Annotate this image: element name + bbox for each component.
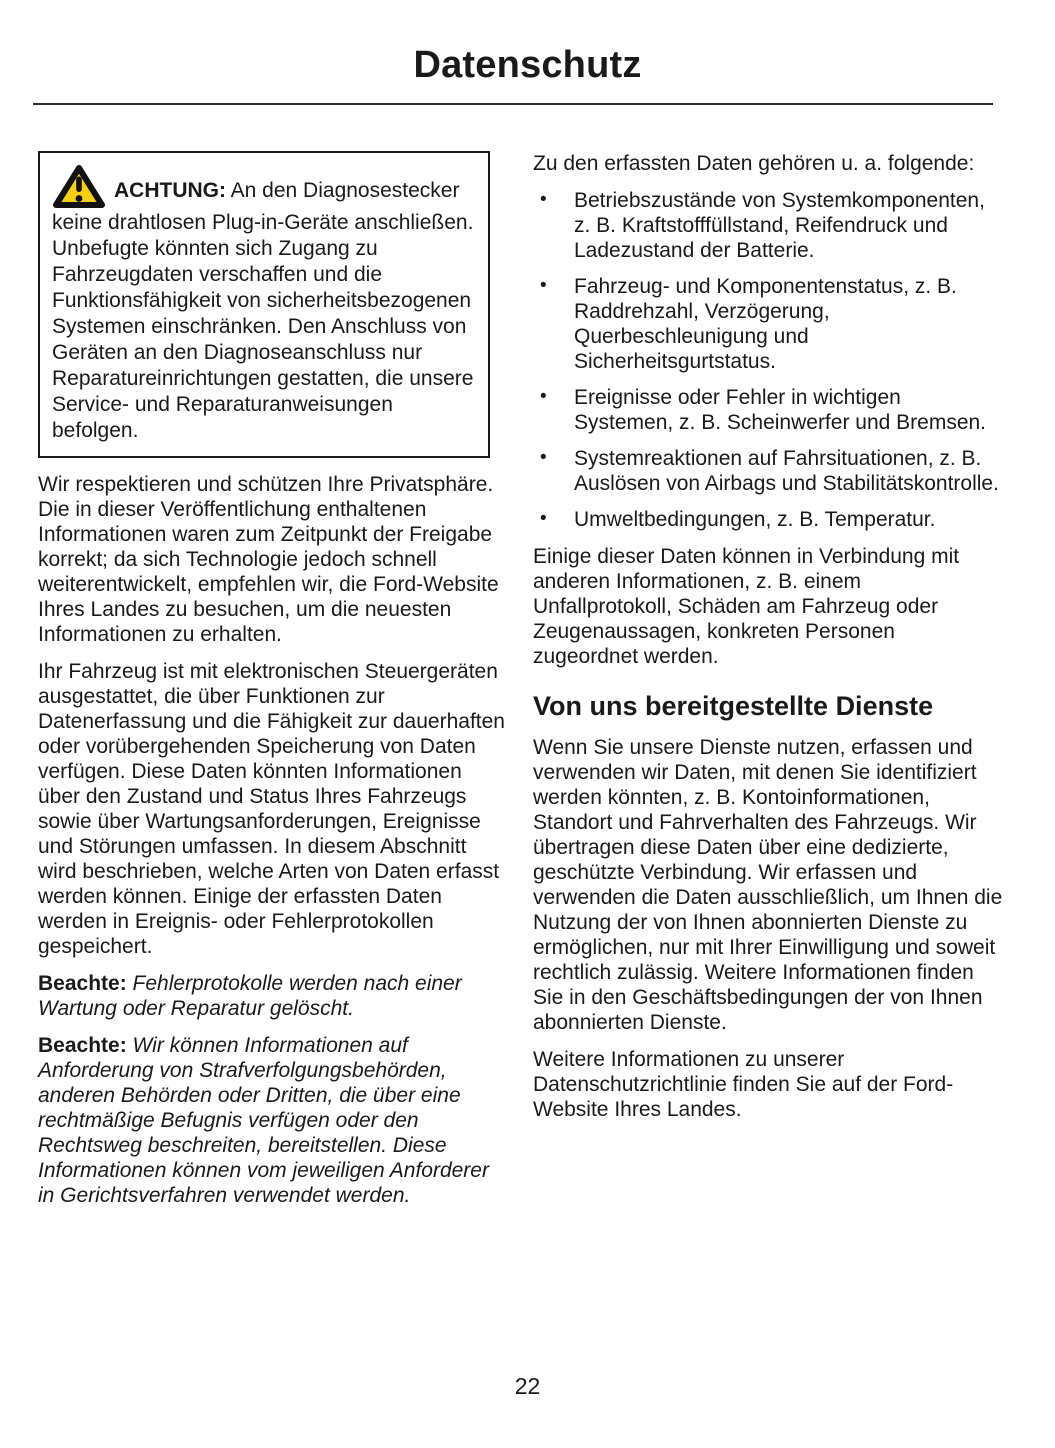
left-column [38,151,508,1220]
note [38,971,508,1021]
warning-label: ACHTUNG: [114,179,226,202]
section-heading: Von uns bereitgestellte Dienste [533,691,934,721]
list-item: • Fahrzeug- und Komponentenstatus, z. B. Raddrehzahl, Verzögerung, Querbeschleunigung und Sicherheitsgurtstatus. [533,274,1003,374]
paragraph: Einige dieser Daten können in Verbindung mit anderen Informationen, z. B. einem Unfallprotokoll, Schäden am Fahrzeug oder Zeugenaussagen, konkreten Personen zugeordnet werden. [533,545,960,668]
warning-box [38,151,490,458]
paragraph: Wenn Sie unsere Dienste nutzen, erfassen und verwenden wir Daten, mit denen Sie identifiziert werden könnten, z. B. Kontoinformationen, Standort und Fahrverhalten des Fahrzeugs. Wir übertragen diese Daten über eine dedizierte, geschützte Verbindung. Wir erfassen und verwenden die Daten ausschließlich, um Ihnen die Nutzung der von Ihnen abonnierten Dienste zu ermöglichen, nur mit Ihrer Einwilligung und soweit rechtlich zulässig. Weitere Informationen finden Sie in den Geschäftsbedingungen der von Ihnen abonnierten Dienste. [533,736,1003,1034]
paragraph: Wir respektieren und schützen Ihre Privatsphäre. Die in dieser Veröffentlichung enthaltenen Informationen waren zum Zeitpunkt der Freigabe korrekt; da sich Technologie jedoch schnell weiterentwickelt, empfehlen wir, die Ford-Website Ihres Landes zu besuchen, um die neuesten Informationen zu erhalten. [38,473,499,646]
page-title: Datenschutz [413,44,642,86]
right-column [533,151,1003,1220]
warning-body-text: An den Diagnosestecker keine drahtlosen Plug-in-Geräte anschließen. Unbefugte könnten sich Zugang zu Fahrzeugdaten verschaffen und die Funktionsfähigkeit von sicherheitsbezogenen Systemen einschränken. Den Anschluss von Geräten an den Diagnoseanschluss nur Reparatureinrichtungen gestatten, die unsere Service- und Reparaturanweisungen befolgen. [52,179,474,442]
paragraph: Ihr Fahrzeug ist mit elektronischen Steuergeräten ausgestattet, die über Funktionen zur Datenerfassung und die Fähigkeit zur dauerhaften oder vorübergehenden Speicherung von Daten verfügen. Diese Daten könnten Informationen über den Zustand und Status Ihres Fahrzeugs sowie über Wartungsanforderungen, Ereignisse und Störungen umfassen. In diesem Abschnitt wird beschrieben, welche Arten von Daten erfasst werden können. Einige der erfassten Daten werden in Ereignis- oder Fehlerprotokollen gespeichert. [38,660,505,958]
bullet-list-intro: Zu den erfassten Daten gehören u. a. folgende: [533,152,975,175]
paragraph: Weitere Informationen zu unserer Datenschutzrichtlinie finden Sie auf der Ford-Website Ihres Landes. [533,1048,954,1121]
note-text: Fehlerprotokolle werden nach einer Wartung oder Reparatur gelöscht. [38,972,462,1020]
list-item: • Systemreaktionen auf Fahrsituationen, z. B. Auslösen von Airbags und Stabilitätskontrolle. [533,446,1003,496]
warning-triangle-icon [52,179,106,202]
warning-text [52,163,476,444]
list-item: • Betriebszustände von Systemkomponenten, z. B. Kraftstofffüllstand, Reifendruck und Ladezustand der Batterie. [533,188,1003,263]
collected-data-list [533,188,1003,532]
list-item: • Umweltbedingungen, z. B. Temperatur. [533,507,1003,532]
note [38,1033,508,1208]
list-item: • Ereignisse oder Fehler in wichtigen Systemen, z. B. Scheinwerfer und Bremsen. [533,385,1003,435]
note-text: Wir können Informationen auf Anforderung von Strafverfolgungsbehörden, anderen Behörden oder Dritten, die über eine rechtmäßige Befugnis verfügen oder den Rechtsweg beschreiten, bereitstellen. Diese Informationen können vom jeweiligen Anforderer in Gerichtsverfahren verwendet werden. [38,1034,489,1207]
page-number: 22 [514,1373,541,1399]
note-label: Beachte: [38,1034,127,1057]
note-label: Beachte: [38,972,127,995]
content-columns [0,105,1055,1220]
